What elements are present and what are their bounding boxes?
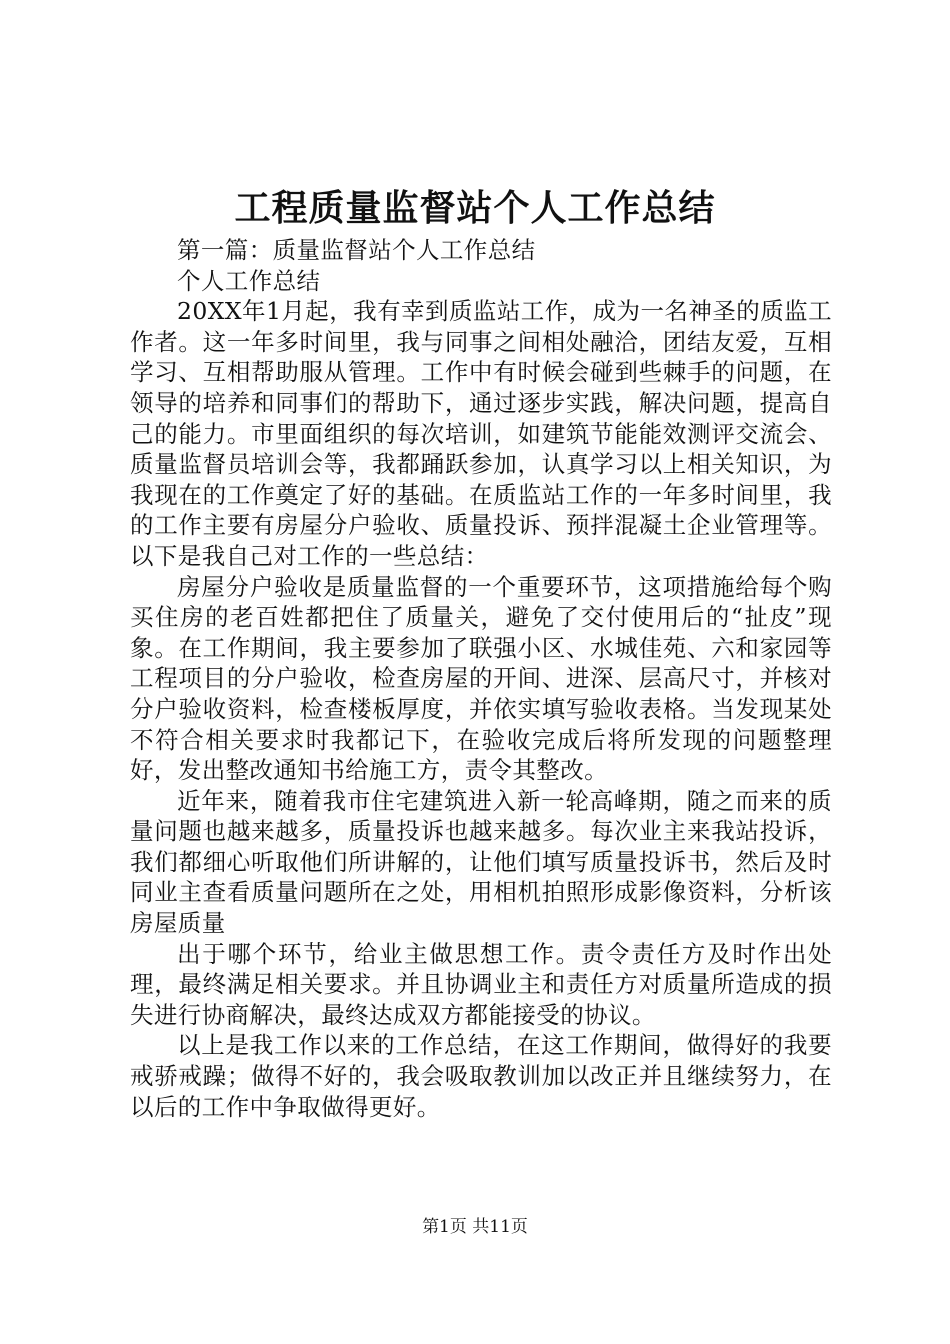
paragraph: 近年来，随着我市住宅建筑进入新一轮高峰期，随之而来的质量问题也越来越多，质量投诉也越来越多。每次业主来我站投诉，我们都细心听取他们所讲解的，让他们填写质量投诉书，然后及时同业主查看质量问题所在之处，用相机拍照形成影像资料，分析该房屋质量: [130, 786, 832, 938]
paragraph: 房屋分户验收是质量监督的一个重要环节，这项措施给每个购买住房的老百姓都把住了质量关，避免了交付使用后的“扯皮”现象。在工作期间，我主要参加了联强小区、水城佳苑、六和家园等工程项目的分户验收，检查房屋的开间、进深、层高尺寸，并核对分户验收资料，检查楼板厚度，并依实填写验收表格。当发现某处不符合相关要求时我都记下，在验收完成后将所发现的问题整理好，发出整改通知书给施工方，责令其整改。: [130, 572, 832, 785]
paragraph: 出于哪个环节，给业主做思想工作。责令责任方及时作出处理，最终满足相关要求。并且协调业主和责任方对质量所造成的损失进行协商解决，最终达成双方都能接受的协议。: [130, 939, 832, 1029]
document-body: [130, 235, 832, 1122]
paragraph: 以上是我工作以来的工作总结，在这工作期间，做得好的我要戒骄戒躁；做得不好的，我会吸取教训加以改正并且继续努力，在以后的工作中争取做得更好。: [130, 1031, 832, 1121]
paragraph: 20XX年1月起，我有幸到质监站工作，成为一名神圣的质监工作者。这一年多时间里，我与同事之间相处融洽，团结友爱，互相学习、互相帮助服从管理。工作中有时候会碰到些棘手的问题，在领导的培养和同事们的帮助下，通过逐步实践，解决问题，提高自己的能力。市里面组织的每次培训，如建筑节能能效测评交流会、质量监督员培训会等，我都踊跃参加，认真学习以上相关知识，为我现在的工作奠定了好的基础。在质监站工作的一年多时间里，我的工作主要有房屋分户验收、质量投诉、预拌混凝土企业管理等。以下是我自己对工作的一些总结：: [130, 297, 832, 570]
section-heading: 第一篇：质量监督站个人工作总结: [177, 236, 536, 264]
document-title: 工程质量监督站个人工作总结: [234, 187, 716, 229]
page-footer: 第1页 共11页: [422, 1217, 528, 1237]
subheading: 个人工作总结: [177, 266, 321, 295]
